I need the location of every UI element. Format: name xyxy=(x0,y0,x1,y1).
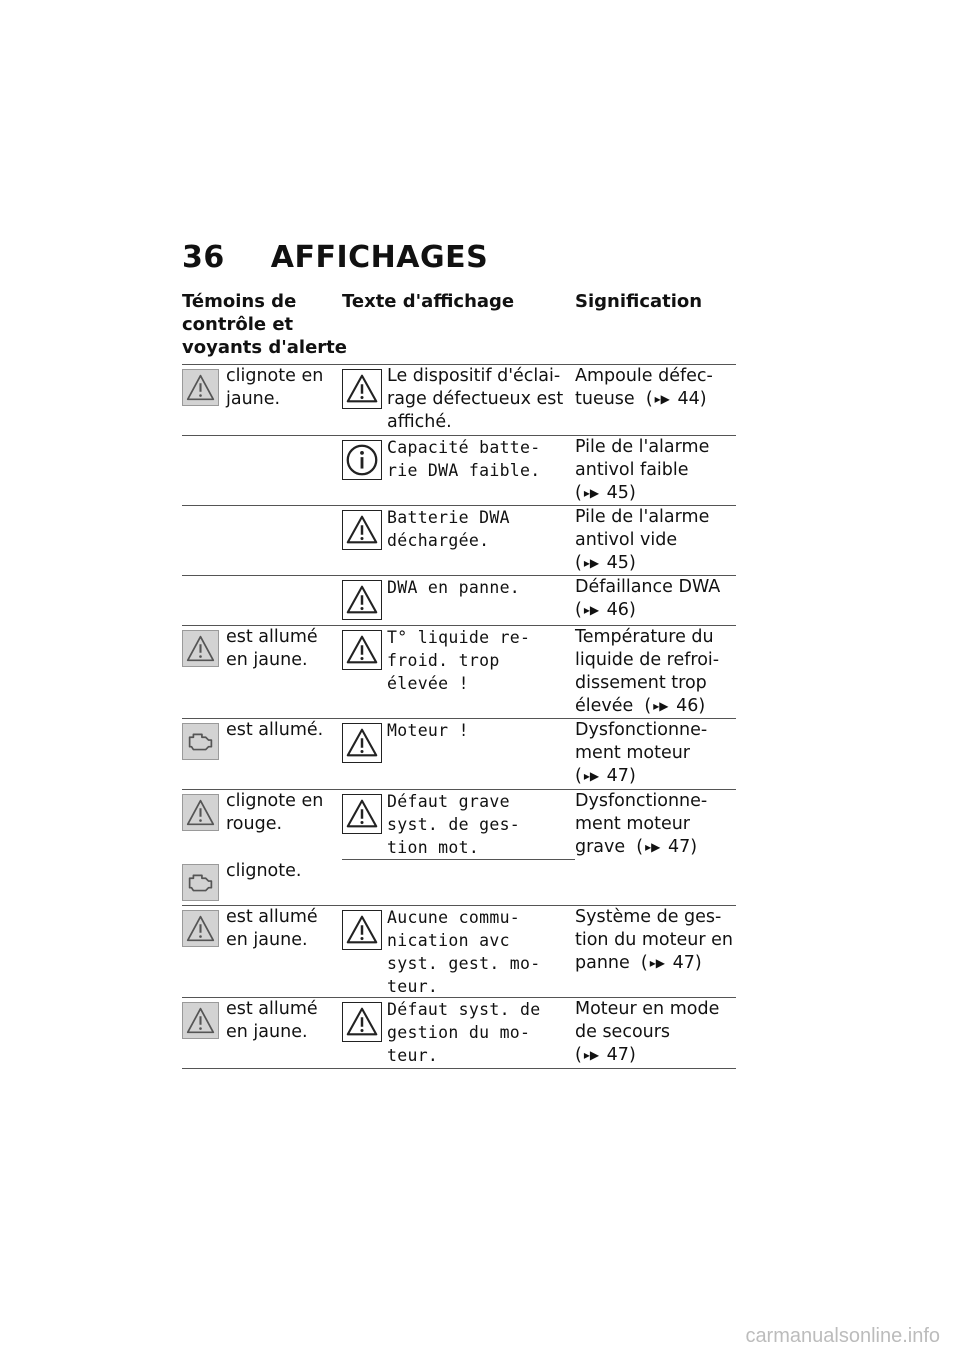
page-reference[interactable]: ( ▸▶ 47) xyxy=(575,1045,636,1065)
warning-triangle-icon xyxy=(342,580,382,620)
display-text: Capacité batte- rie DWA faible. xyxy=(387,438,541,480)
display-text: Défaut syst. de gestion du mo- teur. xyxy=(387,1000,541,1065)
warning-triangle-icon xyxy=(342,910,382,950)
meaning-text: Pile de l'alarme antivol faible ( ▸▶ 45) xyxy=(575,437,710,503)
meaning-text: Pile de l'alarme antivol vide ( ▸▶ 45) xyxy=(575,507,710,573)
indicator-state-text: clignote en rouge. xyxy=(226,791,324,834)
page-ref-arrow-icon: ▸▶ xyxy=(583,603,600,617)
page-number: 36 xyxy=(182,240,225,275)
engine-icon xyxy=(182,723,219,760)
meaning-text: Température du liquide de refroi- dissement trop élevée ( ▸▶ 46) xyxy=(575,627,720,716)
warning-triangle-icon xyxy=(342,630,382,670)
info-icon xyxy=(342,440,382,480)
warning-triangle-icon xyxy=(342,794,382,834)
column-header-indicators: Témoins de contrôle et voyants d'alerte xyxy=(182,291,347,358)
page-header xyxy=(182,240,488,275)
warning-triangle-icon xyxy=(182,910,219,947)
page-reference[interactable]: ( ▸▶ 46) xyxy=(633,696,706,716)
indicator-state-text: est allumé en jaune. xyxy=(226,627,318,670)
page-ref-arrow-icon: ▸▶ xyxy=(583,486,600,500)
indicator-state-text: est allumé. xyxy=(226,720,324,740)
page-reference[interactable]: ( ▸▶ 45) xyxy=(575,553,636,573)
page-reference[interactable]: ( ▸▶ 47) xyxy=(575,766,636,786)
warning-triangle-icon xyxy=(182,794,219,831)
table-row-divider xyxy=(182,1068,736,1069)
display-text: DWA en panne. xyxy=(387,578,521,597)
page-ref-arrow-icon: ▸▶ xyxy=(654,392,670,406)
indicator-state-text: est allumé en jaune. xyxy=(226,999,318,1042)
table-row-divider xyxy=(342,859,575,860)
warning-triangle-icon xyxy=(342,723,382,763)
page-ref-arrow-icon: ▸▶ xyxy=(583,769,600,783)
engine-icon xyxy=(182,864,219,901)
meaning-text: Dysfonctionne- ment moteur ( ▸▶ 47) xyxy=(575,720,708,786)
page-ref-arrow-icon: ▸▶ xyxy=(583,1048,600,1062)
warning-triangle-icon xyxy=(342,369,382,409)
warning-triangle-icon xyxy=(182,1002,219,1039)
meaning-text: Système de ges- tion du moteur en panne ( ▸▶ 47) xyxy=(575,907,733,973)
warning-triangle-icon xyxy=(182,369,219,406)
page-reference[interactable]: ( ▸▶ 47) xyxy=(625,837,698,857)
display-text: Moteur ! xyxy=(387,721,469,740)
display-text: Batterie DWA déchargée. xyxy=(387,508,510,550)
meaning-text: Défaillance DWA ( ▸▶ 46) xyxy=(575,577,721,620)
display-text: Le dispositif d'éclai- rage défectueux est affiché. xyxy=(387,366,564,432)
warning-triangle-icon xyxy=(182,630,219,667)
page-ref-arrow-icon: ▸▶ xyxy=(653,699,669,713)
meaning-text: Ampoule défec- tueuse ( ▸▶ 44) xyxy=(575,366,713,409)
column-header-meaning: Signification xyxy=(575,291,703,312)
meaning-text: Moteur en mode de secours ( ▸▶ 47) xyxy=(575,999,720,1065)
meaning-text: Dysfonctionne- ment moteur grave ( ▸▶ 47) xyxy=(575,791,708,857)
indicator-state-text: clignote en jaune. xyxy=(226,366,324,409)
page-reference[interactable]: ( ▸▶ 47) xyxy=(629,953,702,973)
page-reference[interactable]: ( ▸▶ 46) xyxy=(575,600,636,620)
display-text: Défaut grave syst. de ges- tion mot. xyxy=(387,792,521,857)
indicator-state-text: est allumé en jaune. xyxy=(226,907,318,950)
warning-triangle-icon xyxy=(342,510,382,550)
page-ref-arrow-icon: ▸▶ xyxy=(583,556,600,570)
page-title: AFFICHAGES xyxy=(270,240,489,275)
column-header-display-text: Texte d'affichage xyxy=(342,291,515,312)
display-text: Aucune commu- nication avc syst. gest. mo- teur. xyxy=(387,908,541,996)
page-reference[interactable]: ( ▸▶ 44) xyxy=(634,389,707,409)
display-text: T° liquide re- froid. trop élevée ! xyxy=(387,628,531,693)
page-reference[interactable]: ( ▸▶ 45) xyxy=(575,483,636,503)
warning-triangle-icon xyxy=(342,1002,382,1042)
page-ref-arrow-icon: ▸▶ xyxy=(649,956,666,970)
watermark: carmanualsonline.info xyxy=(745,1325,940,1347)
page-ref-arrow-icon: ▸▶ xyxy=(645,840,661,854)
indicator-state-text: clignote. xyxy=(226,861,302,881)
